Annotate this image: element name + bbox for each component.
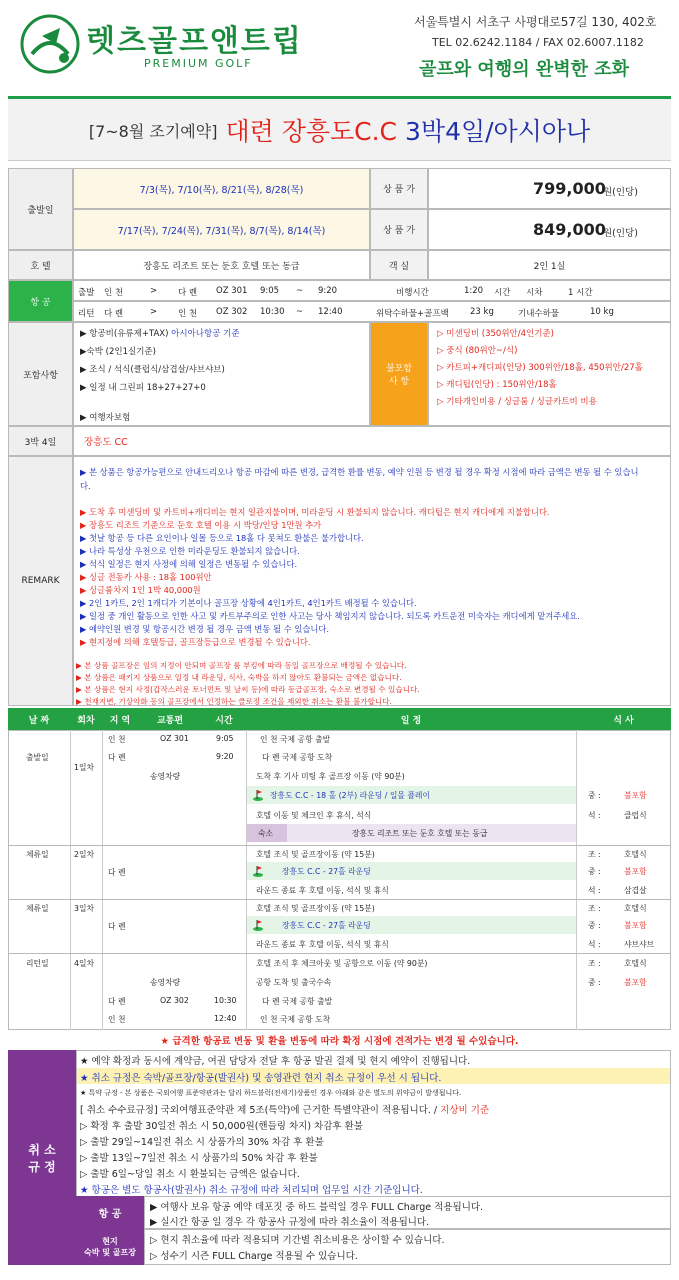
grid-line	[70, 730, 71, 1030]
flight-label: 항 공	[8, 280, 73, 322]
flight-out-k2: 시차	[526, 288, 543, 298]
cancel-air-label: 항 공	[76, 1196, 144, 1229]
day2-text-3: 라운드 종료 후 호텔 이동, 석식 및 휴식	[256, 886, 389, 895]
include-list	[73, 322, 370, 426]
col-time: 시간	[215, 715, 233, 726]
remark-label: REMARK	[8, 456, 73, 706]
day2-meal-2-key: 중 :	[588, 867, 601, 876]
day2-meal-1-key: 조 :	[588, 850, 601, 859]
flight-ret-arrow: >	[150, 307, 158, 317]
remark-line-1: ▶ 도착 후 미샌딩비 및 카트비+캐디비는 현지 일관지불이며, 미라운딩 시 환불되지 않습니다. 캐디팁은 현지 캐디에게 지불합니다.	[80, 507, 550, 517]
day3-meal-2-key: 중 :	[588, 921, 601, 930]
day1-text-3: 도착 후 기사 미팅 후 골프장 이동 (약 90분)	[256, 772, 405, 781]
day4-region-2: 인 천	[108, 1015, 126, 1024]
day1-region-1: 인 천	[108, 735, 126, 744]
day4-meal-2: 불포함	[624, 978, 647, 987]
day1-meal-dinner-key: 석 :	[588, 811, 601, 820]
remark-small-4: ▶ 천재지변, 기상악화 등의 골프장에서 인정하는 클로징 조건을 제외한 취소는 환불 불가합니다.	[76, 697, 392, 706]
day1-time-1: 9:05	[216, 734, 234, 743]
remark-line-2: ▶ 장흥도 리조트 기준으로 둔호 호텔 이용 시 박당/인당 1만원 추가	[80, 520, 322, 530]
include-item-green: ▶ 일정 내 그린피 18+27+27+0	[80, 383, 206, 393]
day2-date: 체류일	[26, 850, 49, 859]
grid-line	[8, 845, 671, 846]
departure-dates-1: 7/3(목), 7/10(목), 8/21(목), 8/28(목)	[73, 168, 370, 209]
flight-out-dash: ~	[296, 286, 304, 296]
title-prefix: [7~8월 조기예약]	[88, 121, 218, 141]
remark-line-3: ▶ 첫날 항공 등 다른 요인이나 일몰 등으로 18홀 다 못쳐도 환불은 불가합니다.	[80, 533, 364, 543]
cancel-local-label	[76, 1229, 144, 1265]
title-bar	[8, 96, 671, 161]
day2-text-1: 호텔 조식 및 골프장이동 (약 15분)	[256, 850, 375, 859]
cancel-air-2: ▶ 실시간 항공 일 경우 각 항공사 규정에 따라 취소율이 적용됩니다.	[150, 1217, 430, 1228]
day4-text-2: 공항 도착 및 출국수속	[256, 978, 332, 987]
course-label: 3박 4일	[8, 426, 73, 456]
course-value: 장흥도 CC	[73, 426, 671, 456]
day1-text-1: 인 천 국제 공항 출발	[260, 735, 331, 744]
title-main: 대련 장흥도C.C	[225, 117, 398, 146]
golf-flag-icon	[252, 919, 264, 931]
departure-dates-2: 7/17(목), 7/24(목), 7/31(목), 8/7(목), 8/14(목)	[73, 209, 370, 250]
include-label: 포함사항	[8, 322, 73, 426]
day2-region: 다 롄	[108, 868, 126, 877]
cancel-line-6: ▷ 출발 29일~14일전 취소 시 상품가의 30% 차감 후 환불	[80, 1137, 324, 1148]
flight-out-v2: 1 시간	[568, 288, 593, 298]
brand-name: 렛츠골프앤트립	[86, 24, 303, 59]
day4-region-1: 다 롄	[108, 997, 126, 1006]
cancel-line-5: ▷ 확정 후 출발 30일전 취소 시 50,000원(핸들링 차지) 차감후 환불	[80, 1121, 363, 1132]
remark-blue-1: ▶ 본 상품은 항공가능편으로 안내드리오나 항공 마감에 따른 변경, 급격한 환률 변동, 예약 인원 등 변경 될 경우 확정 시점에 따라 금액은 변동 될 수 있습니	[80, 467, 639, 477]
remark-line-4: ▶ 나라 특성상 우천으로 인한 미라운딩도 환불되지 않습니다.	[80, 546, 300, 556]
exclude-item-2: ▷ 중식 (80위안~/식)	[437, 346, 518, 356]
day1-transport: 송영차량	[150, 772, 181, 781]
cancel-label-1: 취 소	[28, 1142, 56, 1157]
flight-out-row	[73, 280, 671, 301]
col-num: 회차	[77, 715, 95, 726]
remark-small-2: ▶ 본 상품은 패키지 상품으로 일정 내 라운딩, 식사, 숙박을 하지 않아도 환불되는 금액은 없습니다.	[76, 673, 402, 682]
flight-ret-v2: 10 kg	[590, 307, 614, 317]
exclude-list	[428, 322, 671, 426]
day1-date: 출발일	[26, 753, 49, 762]
col-itinerary: 일 정	[400, 715, 422, 726]
flight-ret-type: 리턴	[78, 309, 95, 319]
company-logo	[20, 14, 80, 74]
remark-line-6: ▶ 싱글 전동카 사용 : 18홀 100위안	[80, 572, 212, 582]
flight-out-no: OZ 301	[216, 286, 248, 296]
remark-line-7: ▶ 싱글룸차지 1인 1박 40,000원	[80, 585, 201, 595]
flight-out-to: 다 롄	[178, 288, 198, 298]
golf-flag-icon	[252, 865, 264, 877]
day2-meal-3: 삼겹살	[624, 886, 647, 895]
cancel-local-1: ▷ 현지 취소율에 따라 적용되며 기간별 취소비용은 상이할 수 있습니다.	[150, 1235, 445, 1246]
flight-out-k1: 비행시간	[396, 288, 429, 298]
cancel-line-8: ▷ 출발 6일~당일 취소 시 환불되는 금액은 없습니다.	[80, 1169, 300, 1180]
day1-text-4: 장흥도 C.C - 18 홀 (2부) 라운딩 / 일몰 플레이	[270, 791, 430, 800]
day2-num: 2일차	[74, 850, 95, 859]
day1-text-5: 호텔 이동 및 체크인 후 휴식, 석식	[256, 811, 372, 820]
day3-meal-2: 불포함	[624, 921, 647, 930]
exclude-item-5: ▷ 기타개인비용 / 싱글룸 / 싱글카트비 비용	[437, 397, 597, 407]
day4-date: 리턴일	[26, 959, 49, 968]
price-label-2: 상 품 가	[370, 209, 428, 250]
grid-line	[8, 953, 671, 954]
hotel-label: 호 텔	[8, 250, 73, 280]
price-unit-1: 원(인당)	[603, 187, 638, 198]
day4-num: 4일차	[74, 959, 95, 968]
schedule-notice: ★ 급격한 항공료 변동 및 환율 변동에 따라 확정 시점에 견적가는 변경 될 수있습니다.	[160, 1036, 519, 1047]
flight-ret-dash: ~	[296, 307, 304, 317]
day4-text-4: 인 천 국제 공항 도착	[260, 1015, 331, 1024]
flight-out-dep: 9:05	[260, 286, 280, 296]
day2-meal-1: 호텔식	[624, 850, 647, 859]
cancel-line-1: ★ 예약 확정과 동시에 계약금, 여권 담당자 전달 후 항공 발권 결제 및 현지 예약이 진행됩니다.	[80, 1056, 471, 1067]
col-transport: 교통편	[156, 715, 184, 726]
day3-text-1: 호텔 조식 및 골프장이동 (약 15분)	[256, 904, 375, 913]
cancel-line-3: ★ 특약 규정 - 본 상품은 국외여행 표준약관과는 달리 하드블럭(전세기)상품인 경우 아래와 같은 별도의 위약금이 발생됩니다.	[80, 1089, 462, 1097]
cancel-local-label-2: 숙박 및 골프장	[84, 1248, 136, 1257]
day1-meal-dinner: 클럽식	[624, 811, 647, 820]
cancel-air-1: ▶ 여행사 보유 항공 예약 데포짓 중 하드 블럭일 경우 FULL Charge 적용됩니다.	[150, 1202, 484, 1213]
slogan: 골프와 여행의 완벽한 조화	[419, 59, 630, 80]
flight-out-from: 인 천	[104, 288, 124, 298]
day1-region-2: 다 롄	[108, 753, 126, 762]
grid-line	[8, 899, 671, 900]
day3-meal-3-key: 석 :	[588, 940, 601, 949]
col-date: 날 짜	[28, 715, 50, 726]
day1-num: 1일차	[74, 763, 95, 772]
flight-ret-k1: 위탁수하물+골프백	[376, 309, 449, 319]
price-1: 799,000	[533, 179, 606, 198]
exclude-label	[370, 322, 428, 426]
flight-ret-row	[73, 301, 671, 322]
room-label: 객 실	[370, 250, 428, 280]
day1-stay-key: 숙소	[258, 829, 274, 838]
flight-ret-dep: 10:30	[260, 307, 285, 317]
day3-date: 체류일	[26, 904, 49, 913]
grid-line	[102, 730, 103, 1030]
departure-label: 출발일	[8, 168, 73, 250]
company-address: 서울특별시 서초구 사평대로57길 130, 402호	[414, 15, 657, 29]
flight-out-arr: 9:20	[318, 286, 338, 296]
cancel-line-2: ★ 취소 규정은 숙박/골프장/항공(발권사) 및 송영관련 현지 취소 규정이 우선 시 됩니다.	[80, 1073, 442, 1084]
day3-text-2: 장흥도 C.C - 27홀 라운딩	[282, 921, 371, 930]
exclude-label-2: 사 항	[388, 377, 410, 387]
day2-text-2: 장흥도 C.C - 27홀 라운딩	[282, 867, 371, 876]
day1-meal-lunch: 불포함	[624, 791, 647, 800]
day4-meal-1: 호텔식	[624, 959, 647, 968]
remark-line-9: ▶ 일정 중 개인 활동으로 인한 사고 및 카트부주의로 인한 사고는 당사 책임지지 않습니다. 되도록 카트운전 미숙자는 캐디에게 맡겨주세요.	[80, 611, 580, 621]
col-meal: 식 사	[613, 715, 634, 726]
day4-meal-1-key: 조 :	[588, 959, 601, 968]
flight-ret-k2: 기내수하물	[518, 309, 560, 319]
flight-out-v1: 1:20	[464, 286, 484, 296]
remark-small-1: ▶ 본 상품 골프장은 임의 지정이 안되며 골프장 룸 부킹에 따라 동일 골프장으로 배정될 수 있습니다.	[76, 661, 407, 670]
cancel-line-7: ▷ 출발 13일~7일전 취소 시 상품가의 50% 차감 후 환불	[80, 1153, 318, 1164]
exclude-label-1: 불포함	[385, 364, 413, 374]
price-2: 849,000	[533, 220, 606, 239]
brand-subtitle: PREMIUM GOLF	[144, 57, 253, 70]
cancel-line-4: [ 취소 수수료규정] 국외여행표준약관 제 5조(특약)에 근거한 특별약관이 적용됩니다. / 지상비 기준	[80, 1105, 490, 1116]
hotel-value: 장흥도 리조트 또는 둔호 호텔 또는 동급	[73, 250, 370, 280]
price-cell-1	[428, 168, 671, 209]
room-value: 2인 1실	[428, 250, 671, 280]
price-label-1: 상 품 가	[370, 168, 428, 209]
day1-text-2: 다 롄 국제 공항 도착	[262, 753, 333, 762]
day3-meal-1-key: 조 :	[588, 904, 601, 913]
company-tel: TEL 02.6242.1184 / FAX 02.6007.1182	[432, 36, 644, 49]
cancel-label	[8, 1050, 76, 1265]
day4-time-2: 12:40	[214, 1014, 237, 1023]
remark-line-10: ▶ 예약인원 변경 및 항공시간 변경 될 경우 금액 변동 될 수 있습니다.	[80, 624, 330, 634]
day3-text-3: 라운드 종료 후 호텔 이동, 석식 및 휴식	[256, 940, 389, 949]
day2-meal-2: 불포함	[624, 867, 647, 876]
flight-out-k1b: 시간	[494, 288, 511, 298]
include-item-hotel: ▶숙박 (2인1실기준)	[80, 347, 156, 357]
exclude-item-4: ▷ 캐디팁(인당) : 150위안/18홀	[437, 380, 557, 390]
flight-ret-to: 인 천	[178, 309, 198, 319]
cancel-local-label-1: 현지	[102, 1237, 118, 1246]
day2-meal-3-key: 석 :	[588, 886, 601, 895]
price-unit-2: 원(인당)	[603, 228, 638, 239]
flight-ret-no: OZ 302	[216, 307, 248, 317]
include-item-airfare: ▶ 항공비(유류제+TAX) 아시아나항공 기준	[80, 329, 240, 339]
golf-flag-icon	[252, 789, 264, 801]
col-region: 지 역	[109, 715, 131, 726]
include-item-meals: ▶ 조식 / 석식(클럽식/삼겹살/샤브샤브)	[80, 365, 225, 375]
flight-ret-arr: 12:40	[318, 307, 343, 317]
remark-line-8: ▶ 2인 1카트, 2인 1캐디가 기본이나 골프장 상황에 4인1카트, 4인1카트 배정될 수 있습니다.	[80, 598, 417, 608]
day4-transport: 송영차량	[150, 978, 181, 987]
cancel-label-2: 규 정	[28, 1159, 56, 1174]
grid-line	[246, 730, 247, 1030]
day4-text-1: 호텔 조식 후 체크아웃 및 공항으로 이동 (약 90분)	[256, 959, 428, 968]
day1-meal-lunch-key: 중 :	[588, 791, 601, 800]
day1-flight: OZ 301	[160, 734, 189, 743]
page-title	[8, 99, 671, 161]
day4-text-3: 다 롄 국제 공항 출발	[262, 997, 333, 1006]
cancel-local-2: ▷ 성수기 시즌 FULL Charge 적용될 수 있습니다.	[150, 1251, 358, 1262]
exclude-item-1: ▷ 미샌딩비 (350위안/4인기준)	[437, 329, 554, 339]
flight-out-arrow: >	[150, 286, 158, 296]
day3-region: 다 롄	[108, 922, 126, 931]
flight-out-type: 출발	[78, 288, 95, 298]
flight-ret-from: 다 롄	[104, 309, 124, 319]
cancel-line-9: ★ 항공은 별도 항공사(발권사) 취소 규정에 따라 처리되며 업무일 시간 기준입니다.	[80, 1185, 423, 1196]
flight-ret-v1: 23 kg	[470, 307, 494, 317]
remark-line-11: ▶ 현지정에 의해 호텔등급, 골프장등급으로 변경될 수 있습니다.	[80, 637, 311, 647]
remark-line-5: ▶ 석식 일정은 현지 사정에 의해 일정은 변동될 수 있습니다.	[80, 559, 298, 569]
day4-flight: OZ 302	[160, 996, 189, 1005]
day4-time-1: 10:30	[214, 996, 237, 1005]
include-item-insurance: ▶ 여행자보험	[80, 413, 131, 423]
remark-blue-1b: 다.	[80, 481, 91, 491]
day1-stay: 장흥도 리조트 또는 둔호 호텔 또는 동급	[352, 829, 488, 838]
day3-meal-1: 호텔식	[624, 904, 647, 913]
day3-num: 3일차	[74, 904, 95, 913]
day3-meal-3: 샤브샤브	[624, 940, 655, 949]
remark-small-3: ▶ 본 상품은 현지 사정(갑작스러운 토너먼트 및 날씨 등)에 따라 동급골프장, 숙소로 변경될 수 있습니다.	[76, 685, 420, 694]
exclude-item-3: ▷ 카트피+캐디피(인당) 300위안/18홀, 450위안/27홀	[437, 363, 643, 373]
grid-line	[576, 730, 577, 1030]
day4-meal-2-key: 중 :	[588, 978, 601, 987]
day1-time-2: 9:20	[216, 752, 234, 761]
title-rest: 3박4일/아시아나	[405, 117, 591, 146]
price-cell-2	[428, 209, 671, 250]
